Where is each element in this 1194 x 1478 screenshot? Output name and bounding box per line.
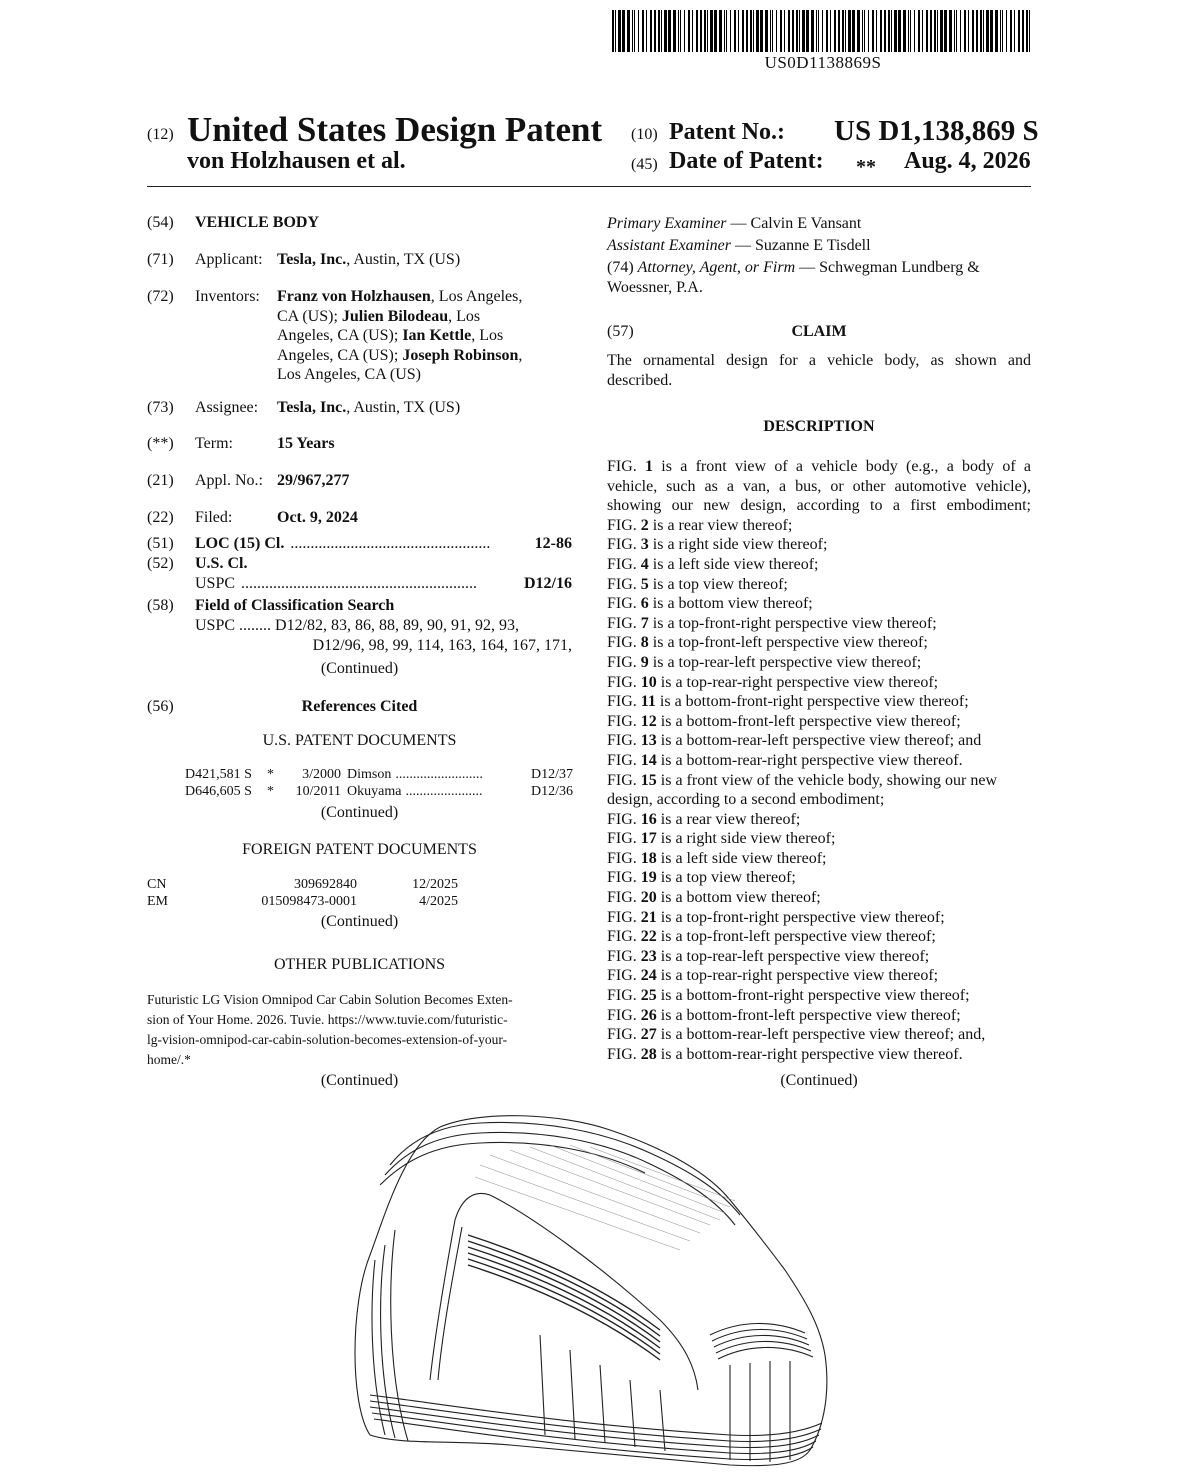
fig-desc: FIG. 7 is a top-front-right perspective view thereof; xyxy=(607,614,937,632)
us-docs-continued: (Continued) xyxy=(320,804,399,821)
patent-barcode xyxy=(612,10,1034,52)
code-12: (12) xyxy=(147,126,174,143)
barcode-bar xyxy=(650,10,652,52)
description-heading: DESCRIPTION xyxy=(763,418,875,435)
fig-desc: vehicle, such as a van, a bus, or other automotive vehicle), xyxy=(607,477,1031,495)
barcode-bar xyxy=(876,10,877,52)
barcode-bar xyxy=(638,10,639,52)
header-rule xyxy=(147,186,1031,187)
barcode-bar xyxy=(700,10,702,52)
filed-label: Filed: xyxy=(195,509,233,526)
barcode-bar xyxy=(891,10,892,52)
barcode-bar xyxy=(838,10,840,52)
barcode-bar xyxy=(765,10,768,52)
fig-desc: FIG. 24 is a top-rear-right perspective view thereof; xyxy=(607,967,939,985)
appl-label: Appl. No.: xyxy=(195,472,263,489)
field-continued: (Continued) xyxy=(320,660,399,677)
fig-desc: FIG. 22 is a top-front-left perspective view thereof; xyxy=(607,928,936,946)
foreign-docs-heading: FOREIGN PATENT DOCUMENTS xyxy=(242,841,477,858)
barcode-bar xyxy=(811,10,814,52)
barcode-bar xyxy=(884,10,886,52)
barcode-bar xyxy=(738,10,739,52)
barcode-bar xyxy=(1002,10,1003,52)
barcode-bar xyxy=(792,10,794,52)
barcode-bar xyxy=(688,10,690,52)
barcode-bar xyxy=(848,10,851,52)
claim-text: The ornamental design for a vehicle body, as shown and described. xyxy=(607,352,1031,389)
fig-desc: FIG. 26 is a bottom-front-left perspective view thereof; xyxy=(607,1006,961,1024)
code-52: (52) xyxy=(147,555,174,572)
code-45: (45) xyxy=(631,156,658,173)
barcode-bar xyxy=(753,10,754,52)
fig-desc: FIG. 5 is a top view thereof; xyxy=(607,575,788,593)
fig-desc: FIG. 28 is a bottom-rear-right perspective view thereof. xyxy=(607,1045,963,1063)
barcode-bar xyxy=(632,10,633,52)
barcode-bar xyxy=(910,10,911,52)
fig-desc: FIG. 23 is a top-rear-left perspective view thereof; xyxy=(607,947,930,965)
barcode-bar xyxy=(646,10,647,52)
barcode-bar xyxy=(730,10,731,52)
barcode-bar xyxy=(1014,10,1015,52)
barcode-bar xyxy=(704,10,706,52)
barcode-bar xyxy=(918,10,920,52)
barcode-bar xyxy=(822,10,823,52)
patent-number: US D1,138,869 S xyxy=(834,115,1039,147)
code-10: (10) xyxy=(631,126,658,143)
barcode-bar xyxy=(976,10,978,52)
barcode-bar xyxy=(627,10,630,52)
barcode-bar xyxy=(857,10,860,52)
barcode-bar xyxy=(750,10,752,52)
applicant-label: Applicant: xyxy=(195,251,263,268)
barcode-number: US0D1138869S xyxy=(764,53,882,72)
fig-desc: FIG. 2 is a rear view thereof; xyxy=(607,516,793,534)
barcode-bar xyxy=(772,10,773,52)
fig-desc: FIG. 18 is a left side view thereof; xyxy=(607,849,827,867)
filed-value: Oct. 9, 2024 xyxy=(277,509,358,526)
barcode-bar xyxy=(949,10,952,52)
code-22: (22) xyxy=(147,509,174,526)
fig-desc: FIG. 27 is a bottom-rear-left perspective view thereof; and, xyxy=(607,1026,986,1044)
foreign-doc-row: EM 015098473-0001 4/2025 xyxy=(147,894,458,909)
barcode-bar xyxy=(944,10,947,52)
barcode-bar xyxy=(661,10,662,52)
barcode-bar xyxy=(642,10,644,52)
barcode-bar xyxy=(1000,10,1001,52)
fig-desc: FIG. 13 is a bottom-rear-left perspective view thereof; and xyxy=(607,732,982,750)
fig-desc: design, according to a second embodiment; xyxy=(607,791,885,809)
body-outline xyxy=(355,1116,827,1466)
barcode-bar xyxy=(1010,10,1012,52)
barcode-bar xyxy=(926,10,928,52)
barcode-bar xyxy=(954,10,955,52)
fig-desc: FIG. 3 is a right side view thereof; xyxy=(607,536,828,554)
code-56: (56) xyxy=(147,698,174,715)
document-title: United States Design Patent xyxy=(187,110,603,149)
figure-descriptions xyxy=(607,457,1031,1064)
barcode-bar xyxy=(826,10,828,52)
inventors-list: Franz von Holzhausen, Los Angeles, CA (US); Julien Bilodeau, Los Angeles, CA (US); Ian Kettle, Los Angeles, CA (US); Joseph Robinson, Los Angeles, CA (US) xyxy=(277,288,523,384)
fig-desc: FIG. 15 is a front view of the vehicle body, showing our new xyxy=(607,771,997,789)
barcode-bar xyxy=(742,10,744,52)
foreign-doc-row: CN 309692840 12/2025 xyxy=(147,877,458,892)
fig-desc: FIG. 6 is a bottom view thereof; xyxy=(607,595,813,613)
barcode-bar xyxy=(680,10,681,52)
uscl-label: U.S. Cl. xyxy=(195,555,248,572)
barcode-bar xyxy=(612,10,614,52)
us-patent-docs-heading: U.S. PATENT DOCUMENTS xyxy=(262,732,457,749)
uspc-classification: USPC ........................................................... D12/16 xyxy=(195,575,572,592)
barcode-bar xyxy=(983,10,984,52)
barcode-bar xyxy=(1006,10,1007,52)
patent-date: Aug. 4, 2026 xyxy=(904,148,1031,174)
barcode-bar xyxy=(654,10,656,52)
invention-title: VEHICLE BODY xyxy=(195,214,320,231)
barcode-bar xyxy=(724,10,725,52)
barcode-bar xyxy=(634,10,635,52)
references-heading: References Cited xyxy=(301,698,418,715)
code-51: (51) xyxy=(147,535,174,552)
field-search-label: Field of Classification Search xyxy=(195,597,395,614)
barcode-bar xyxy=(908,10,909,52)
barcode-bar xyxy=(776,10,777,52)
barcode-bar xyxy=(868,10,869,52)
barcode-bar xyxy=(980,10,982,52)
barcode-bar xyxy=(770,10,771,52)
barcode-bar xyxy=(806,10,809,52)
barcode-bar xyxy=(692,10,693,52)
barcode-bar xyxy=(1022,10,1024,52)
fig-desc: FIG. 12 is a bottom-front-left perspective view thereof; xyxy=(607,712,961,730)
barcode-bar xyxy=(710,10,713,52)
barcode-bar xyxy=(1026,10,1028,52)
barcode-bar xyxy=(796,10,798,52)
date-label: Date of Patent: xyxy=(669,148,824,174)
barcode-bar xyxy=(956,10,957,52)
foreign-docs-continued: (Continued) xyxy=(320,913,399,930)
barcode-bar xyxy=(888,10,890,52)
barcode-bar xyxy=(986,10,989,52)
barcode-bar xyxy=(894,10,897,52)
other-publications-heading: OTHER PUBLICATIONS xyxy=(273,956,446,973)
barcode-bar xyxy=(658,10,660,52)
barcode-bar xyxy=(760,10,763,52)
fig-desc: FIG. 4 is a left side view thereof; xyxy=(607,555,819,573)
us-doc-row: D646,605 S * 10/2011 Okuyama ...................... D12/36 xyxy=(185,784,573,799)
barcode-bar xyxy=(678,10,679,52)
inventors-label: Inventors: xyxy=(195,288,260,305)
attorney-cont: Woessner, P.A. xyxy=(607,279,703,296)
barcode-bar xyxy=(726,10,727,52)
barcode-bar xyxy=(864,10,865,52)
barcode-bar xyxy=(784,10,785,52)
code-72: (72) xyxy=(147,288,174,305)
barcode-bar xyxy=(746,10,748,52)
barcode-bar xyxy=(903,10,906,52)
fig-desc: FIG. 9 is a top-rear-left perspective view thereof; xyxy=(607,653,922,671)
code-54: (54) xyxy=(147,214,174,231)
applicant-value: Tesla, Inc., Austin, TX (US) xyxy=(277,251,461,268)
barcode-bar xyxy=(802,10,805,52)
inventor-line: von Holzhausen et al. xyxy=(187,148,406,174)
barcode-bar xyxy=(972,10,974,52)
code-58: (58) xyxy=(147,597,174,614)
appl-value: 29/967,277 xyxy=(277,472,350,489)
window-arch xyxy=(430,1193,698,1390)
fig-desc: FIG. 16 is a rear view thereof; xyxy=(607,810,801,828)
claim-heading: CLAIM xyxy=(791,323,847,340)
barcode-bar xyxy=(714,10,717,52)
fig-desc: showing our new design, according to a first embodiment; xyxy=(607,497,1031,515)
barcode-bar xyxy=(664,10,667,52)
barcode-bar xyxy=(1018,10,1020,52)
barcode-bar xyxy=(872,10,874,52)
code-57: (57) xyxy=(607,323,634,340)
barcode-bar xyxy=(862,10,863,52)
barcode-bar xyxy=(719,10,722,52)
term-value: 15 Years xyxy=(277,435,335,452)
assignee-value: Tesla, Inc., Austin, TX (US) xyxy=(277,399,461,416)
code-21: (21) xyxy=(147,472,174,489)
fig-desc: FIG. 11 is a bottom-front-right perspective view thereof; xyxy=(607,693,969,711)
barcode-bar xyxy=(852,10,855,52)
barcode-bar xyxy=(922,10,923,52)
barcode-bar xyxy=(834,10,836,52)
barcode-bar xyxy=(880,10,882,52)
term-label: Term: xyxy=(195,435,233,452)
barcode-bar xyxy=(1029,10,1030,52)
barcode-bar xyxy=(734,10,736,52)
barcode-bar xyxy=(914,10,915,52)
other-publications-continued: (Continued) xyxy=(320,1072,399,1089)
fig-desc: FIG. 25 is a bottom-front-right perspective view thereof; xyxy=(607,987,970,1005)
patent-no-label: Patent No.: xyxy=(669,119,785,145)
description-continued: (Continued) xyxy=(780,1072,858,1089)
barcode-bar xyxy=(684,10,685,52)
fig-desc: FIG. 21 is a top-front-right perspective view thereof; xyxy=(607,908,945,926)
code-71: (71) xyxy=(147,251,174,268)
barcode-bar xyxy=(668,10,671,52)
barcode-bar xyxy=(618,10,621,52)
field-search-line2: D12/96, 98, 99, 114, 163, 164, 167, 171, xyxy=(312,637,572,654)
barcode-bar xyxy=(696,10,698,52)
fig-desc: FIG. 10 is a top-rear-right perspective view thereof; xyxy=(607,673,939,691)
attorney: (74) Attorney, Agent, or Firm — Schwegman Lundberg & xyxy=(607,259,980,276)
barcode-bar xyxy=(622,10,625,52)
barcode-bar xyxy=(930,10,932,52)
fig-desc: FIG. 19 is a top view thereof; xyxy=(607,869,796,887)
barcode-bar xyxy=(756,10,759,52)
barcode-bar xyxy=(788,10,790,52)
fig-desc: FIG. 14 is a bottom-rear-right perspective view thereof. xyxy=(607,751,963,769)
foreign-docs xyxy=(147,876,572,910)
us-doc-row: D421,581 S * 3/2000 Dimson ......................... D12/37 xyxy=(185,767,573,782)
barcode-bar xyxy=(934,10,936,52)
fig-desc: FIG. 1 is a front view of a vehicle body (e.g., a body of a xyxy=(607,458,1032,475)
loc-classification: LOC (15) Cl. .................................................. 12-86 xyxy=(195,535,572,552)
other-publication: Futuristic LG Vision Omnipod Car Cabin Solution Becomes Exten- sion of Your Home. 2026. Tuvie. https://www.tuvie.com/futuristic- lg-vision-omnipod-car-cabin-solution-becomes-extension-of-your- home/.* xyxy=(147,992,513,1067)
barcode-bar xyxy=(816,10,817,52)
code-73: (73) xyxy=(147,399,174,416)
barcode-bar xyxy=(830,10,831,52)
barcode-bar xyxy=(968,10,969,52)
date-stars: ** xyxy=(856,156,876,178)
barcode-bar xyxy=(845,10,846,52)
barcode-bar xyxy=(780,10,782,52)
barcode-bar xyxy=(707,10,708,52)
barcode-bar xyxy=(960,10,961,52)
barcode-bar xyxy=(990,10,993,52)
vehicle-body-drawing xyxy=(330,1105,850,1475)
assistant-examiner: Assistant Examiner — Suzanne E Tisdell xyxy=(607,237,871,254)
barcode-bar xyxy=(842,10,844,52)
fig-desc: FIG. 17 is a right side view thereof; xyxy=(607,830,836,848)
fig-desc: FIG. 20 is a bottom view thereof; xyxy=(607,889,821,907)
barcode-bar xyxy=(995,10,998,52)
barcode-bar xyxy=(818,10,819,52)
field-search-line1: USPC ........ D12/82, 83, 86, 88, 89, 90, 91, 92, 93, xyxy=(195,617,520,634)
primary-examiner: Primary Examiner — Calvin E Vansant xyxy=(607,215,862,232)
barcode-bar xyxy=(898,10,901,52)
barcode-bar xyxy=(964,10,966,52)
barcode-bar xyxy=(937,10,938,52)
us-patent-docs xyxy=(185,766,573,800)
barcode-bar xyxy=(799,10,800,52)
barcode-bar xyxy=(940,10,943,52)
code-term: (**) xyxy=(147,435,174,452)
barcode-bar xyxy=(615,10,616,52)
fig-desc: FIG. 8 is a top-front-left perspective view thereof; xyxy=(607,634,928,652)
barcode-bar xyxy=(673,10,676,52)
assignee-label: Assignee: xyxy=(195,399,259,416)
